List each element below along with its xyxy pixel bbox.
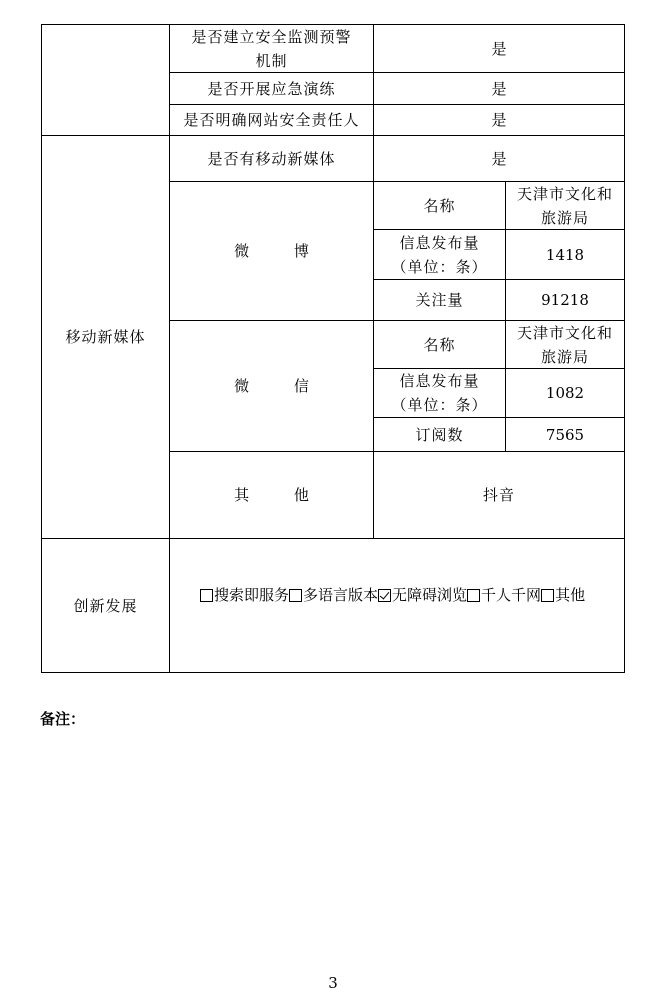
emergency-drill-label: 是否开展应急演练 <box>207 79 336 98</box>
checkbox-checked-icon[interactable] <box>378 589 391 602</box>
other-media-label: 其 他 <box>234 486 329 504</box>
mobile-media-section-label: 移动新媒体 <box>65 328 146 346</box>
wechat-posts-label: 信息发布量 （单位：条） <box>391 372 488 414</box>
rule <box>41 672 625 673</box>
weibo-label: 微 博 <box>234 242 329 260</box>
weibo-name-label: 名称 <box>423 196 456 215</box>
checkbox-icon[interactable] <box>541 589 554 602</box>
weibo-posts-value: 1418 <box>545 245 585 264</box>
checkbox-icon[interactable] <box>467 589 480 602</box>
weibo-follow-value: 91218 <box>541 291 589 309</box>
option-accessibility[interactable]: 无障碍浏览 <box>378 585 467 605</box>
wechat-name-label: 名称 <box>423 335 456 354</box>
has-mobile-media-label: 是否有移动新媒体 <box>207 149 336 168</box>
checkbox-icon[interactable] <box>200 589 213 602</box>
security-monitoring-value: 是 <box>491 39 507 58</box>
wechat-label: 微 信 <box>234 377 329 395</box>
option-other[interactable]: 其他 <box>541 585 585 605</box>
weibo-follow-label: 关注量 <box>415 291 464 309</box>
other-media-value: 抖音 <box>482 486 515 504</box>
page-number: 3 <box>328 974 338 992</box>
has-mobile-media-value: 是 <box>491 149 507 168</box>
wechat-name-value: 天津市文化和 旅游局 <box>516 323 613 366</box>
checkbox-icon[interactable] <box>289 589 302 602</box>
innovation-options <box>200 585 585 605</box>
option-search-as-service[interactable]: 搜索即服务 <box>200 585 289 605</box>
security-monitoring-label: 是否建立安全监测预警 机制 <box>191 27 352 70</box>
security-owner-value: 是 <box>491 111 507 129</box>
weibo-name-value: 天津市文化和 旅游局 <box>516 184 613 227</box>
innovation-section-label: 创新发展 <box>73 596 138 615</box>
rule <box>624 24 625 673</box>
emergency-drill-value: 是 <box>491 79 507 98</box>
wechat-posts-value: 1082 <box>545 384 585 402</box>
option-personalized[interactable]: 千人千网 <box>467 585 541 605</box>
wechat-subscribe-label: 订阅数 <box>415 425 464 444</box>
remark-label: 备注： <box>40 710 86 728</box>
weibo-posts-label: 信息发布量 （单位：条） <box>391 233 488 276</box>
wechat-subscribe-value: 7565 <box>545 425 585 444</box>
option-multilingual[interactable]: 多语言版本 <box>289 585 378 605</box>
security-owner-label: 是否明确网站安全责任人 <box>183 111 360 129</box>
